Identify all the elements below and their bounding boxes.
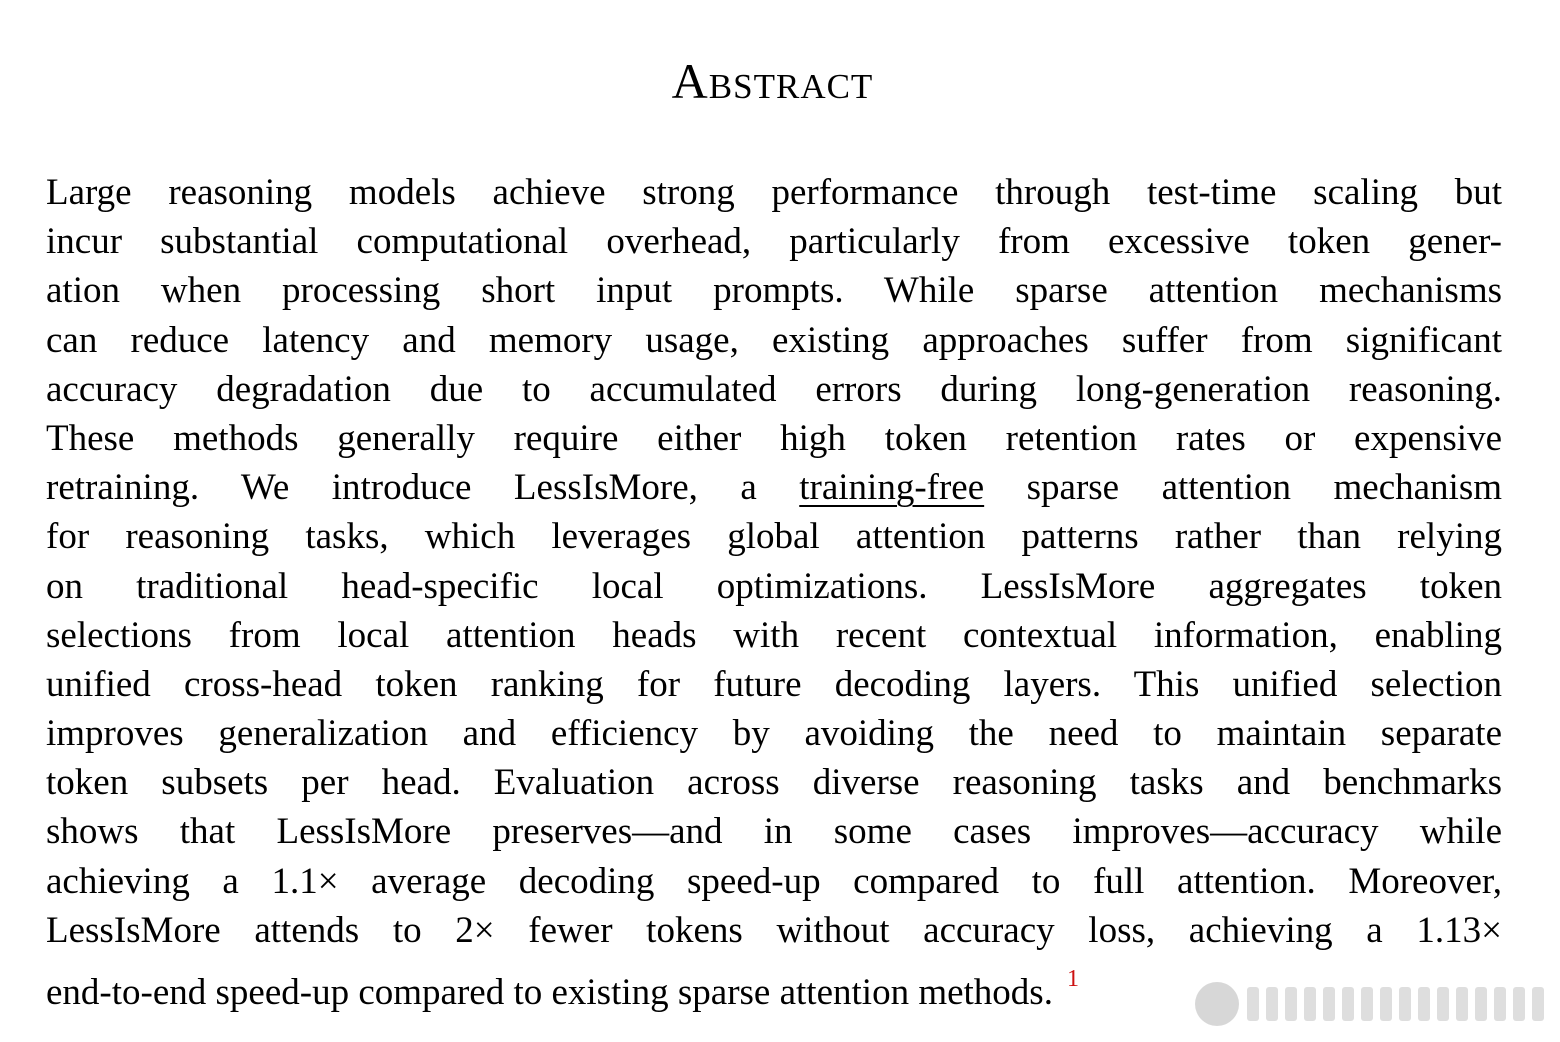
abstract-line: accuracy degradation due to accumulated errors during long-generation reasoning. (46, 368, 1502, 410)
watermark-text-blur (1247, 987, 1544, 1021)
abstract-line: selections from local attention heads with recent contextual information, enabling (46, 614, 1502, 656)
abstract-line-part: retraining. We introduce LessIsMore, a (46, 467, 800, 509)
abstract-line: ation when processing short input prompts. While sparse attention mechanisms (46, 270, 1502, 312)
abstract-line-part: end-to-end speed-up compared to existing sparse attention methods. (46, 972, 1053, 1013)
abstract-line: improves generalization and efficiency by avoiding the need to maintain separate (46, 713, 1502, 755)
abstract-line: can reduce latency and memory usage, existing approaches suffer from significant (46, 319, 1502, 361)
abstract-line-part: sparse attention mechanism (984, 467, 1503, 509)
abstract-heading: Abstract (671, 53, 874, 109)
abstract-line: These methods generally require either high token retention rates or expensive (46, 417, 1502, 459)
abstract-line (46, 463, 1502, 512)
abstract-line: unified cross-head token ranking for future decoding layers. This unified selection (46, 663, 1502, 705)
footnote-marker[interactable]: 1 (1066, 966, 1079, 992)
abstract-line: LessIsMore attends to 2× fewer tokens without accuracy loss, achieving a 1.13× (46, 909, 1502, 951)
abstract-line: on traditional head-specific local optimizations. LessIsMore aggregates token (46, 565, 1502, 607)
abstract-line: for reasoning tasks, which leverages global attention patterns rather than relying (46, 516, 1502, 558)
abstract-body (46, 168, 1503, 1013)
abstract-line: achieving a 1.1× average decoding speed-up compared to full attention. Moreover, (46, 860, 1502, 902)
abstract-line: shows that LessIsMore preserves—and in some cases improves—accuracy while (46, 811, 1502, 853)
abstract-line: Large reasoning models achieve strong performance through test-time scaling but (46, 172, 1502, 213)
abstract-line: incur substantial computational overhead, particularly from excessive token gener- (46, 221, 1502, 263)
training-free-link[interactable]: training-free (799, 467, 985, 509)
watermark (1195, 981, 1545, 1027)
watermark-logo-icon (1195, 982, 1239, 1026)
abstract-line: token subsets per head. Evaluation across diverse reasoning tasks and benchmarks (46, 762, 1502, 804)
